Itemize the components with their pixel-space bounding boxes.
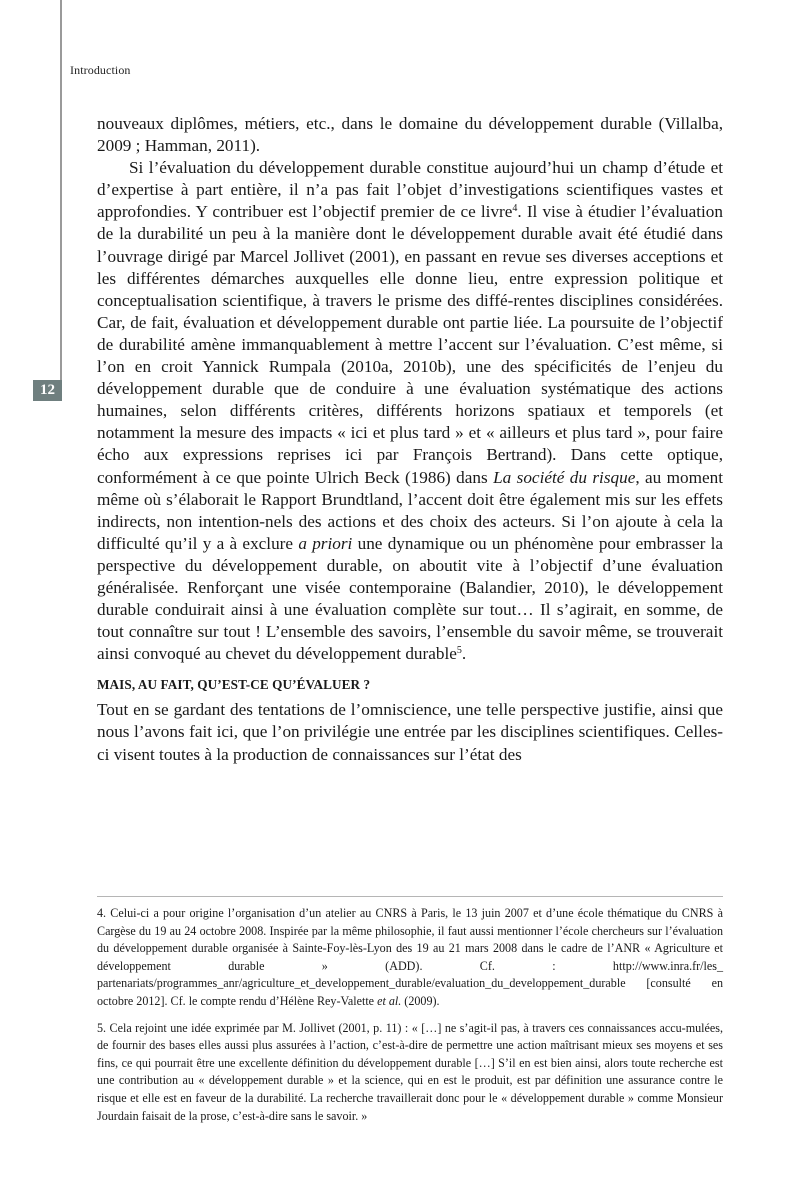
- paragraph-3: Tout en se gardant des tentations de l’omniscience, une telle perspective justifie, ainsi que nous l’avons fait ici, que l’on privilégie une entrée par les disciplines scientifiques. Celles-ci visent toutes à la production de connaissances sur l’état des: [97, 700, 723, 764]
- running-head: Introduction: [70, 63, 131, 77]
- paragraph-2-text-e: .: [461, 644, 467, 664]
- paragraph-2: [97, 157, 723, 665]
- footnote-ref-5[interactable]: 5: [456, 645, 462, 657]
- paragraph-1: nouveaux diplômes, métiers, etc., dans le domaine du développement durable (Villalba, 2009 ; Hamman, 2011).: [97, 114, 723, 156]
- footnote-4-text-b: (2009).: [401, 993, 440, 1008]
- paragraph-2-text-d: une dynamique ou un phénomène pour embrasser la perspective du développement durable, on aboutit vite à l’objectif d’une évaluation généralisée. Renforçant une visée contemporaine (Balandier, 2010), le développement durable conduirait ainsi à une évaluation complète sur tout… Il s’agirait, en somme, de tout connaître sur tout ! L’ensemble des savoirs, l’ensemble du savoir même, se trouverait ainsi convoqué au chevet du développement durable: [97, 533, 723, 664]
- footnote-separator: [97, 896, 723, 897]
- footnote-ref-4[interactable]: 4: [512, 203, 518, 215]
- footnote-4-text-a: 4. Celui-ci a pour origine l’organisation d’un atelier au CNRS à Paris, le 13 juin 2007 et d’une école thématique du CNRS à Cargèse du 19 au 24 octobre 2008. Inspirée par la même philosophie, il faut aussi mentionner l’école chercheurs sur l’évaluation du développement durable organisée à Sainte-Foy-lès-Lyon des 19 au 21 mars 2008 dans le cadre de l’ANR « Agriculture et développement durable » (ADD). Cf. : http://www.inra.fr/les_ partenariats/programmes_anr/agriculture_et_developpement_durable/evaluation_du_developpement_durable [consulté en octobre 2012]. Cf. le compte rendu d’Hélène Rey-Valette: [97, 906, 723, 1008]
- footnote-5: 5. Cela rejoint une idée exprimée par M. Jollivet (2001, p. 11) : « […] ne s’agit-il pas, à travers ces connaissances accu-mulées, de fournir des bases elles aussi plus assurées à l’action, c’est-à-dire de permettre une action maîtrisant mieux ses moyens et ses fins, ce qui pourrait être une excellente définition du développement durable […] S’il en est bien ainsi, alors toute recherche est une contribution au « développement durable » et la science, qui en est le produit, est par définition une assurance contre le risque et elle est en faveur de la durabilité. La recherche travaillerait donc pour le « développement durable » comme Monsieur Jourdain faisait de la prose, c’est-à-dire sans le savoir. »: [97, 1020, 723, 1123]
- paragraph-2-text-b: . Il vise à étudier l’évaluation de la durabilité un peu à la manière dont le développement durable avait été étudié dans l’ouvrage dirigé par Marcel Jollivet (2001), en passant en revue ses diverses acceptions et les différentes démarches auxquelles elle donne lieu, entre expression politique et conceptualisation scientifique, à travers le prisme des diffé-rentes disciplines considérées. Car, de fait, évaluation et développement durable ont partie liée. La poursuite de l’objectif de durabilité amène immanquablement à mettre l’accent sur l’évaluation. C’est même, si l’on en croit Yannick Rumpala (2010a, 2010b), une des spécificités de l’enjeu du développement durable que de conduire à une évaluation systématique des actions humaines, selon différents critères, différents horizons spatiaux et temporels (et notamment la mesure des impacts « ici et plus tard » et « ailleurs et plus tard », pour faire écho aux expressions reprises ici par François Bertrand). Dans cette optique, conformément à ce que pointe Ulrich Beck (1986) dans: [97, 202, 723, 487]
- footnotes: [97, 905, 723, 1134]
- section-heading: MAIS, AU FAIT, QU’EST-CE QU’ÉVALUER ?: [97, 677, 371, 693]
- footnote-4: [97, 905, 723, 1011]
- a-priori-italic: a priori: [298, 533, 353, 553]
- book-title-italic: La société du risque: [493, 467, 636, 487]
- footnote-4-italic: et al.: [377, 993, 402, 1008]
- paragraph-2-text-a: Si l’évaluation du développement durable constitue aujourd’hui un champ d’étude et d’expertise à part entière, il n’a pas fait l’objet d’investigations scientifiques vastes et approfondies. Y contribuer est l’objectif premier de ce livre: [97, 158, 723, 222]
- body-text: [97, 113, 723, 766]
- page-number-badge: 12: [33, 380, 62, 401]
- margin-rule: [60, 0, 62, 380]
- paragraph-2-text-c: , au moment même où s’élaborait le Rapport Brundtland, l’accent doit être également mis sur les effets indirects, non intention-nels des actions et des choix des acteurs. Si l’on ajoute à cela la difficulté qu’il y a à exclure: [97, 467, 724, 553]
